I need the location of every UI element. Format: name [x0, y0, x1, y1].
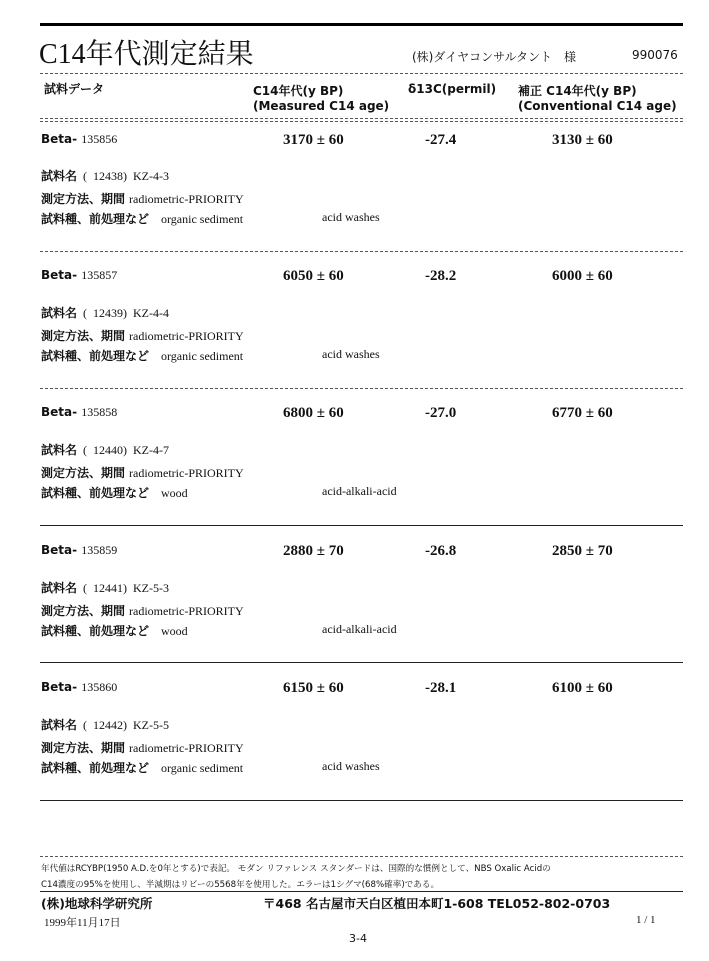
method-row: 測定方法、期間 radiometric-PRIORITY	[41, 604, 244, 618]
measured-age: 6150 ± 60	[283, 680, 344, 696]
sample-name-row: 試料名 ( 12440) KZ-4-7	[41, 443, 170, 457]
report-date: 1999年11月17日	[44, 917, 121, 929]
col-sample-data: 試料データ	[44, 82, 105, 96]
method-row: 測定方法、期間 radiometric-PRIORITY	[41, 466, 244, 480]
d13c-value: -26.8	[425, 543, 457, 559]
measured-age: 2880 ± 70	[283, 543, 344, 559]
pretreatment: acid-alkali-acid	[322, 484, 397, 498]
column-header-rule	[40, 118, 683, 119]
material-row: 試料種、前処理など wood	[41, 486, 188, 500]
organization-address: 〒468 名古屋市天白区植田本町1-608 TEL052-802-0703	[263, 896, 611, 911]
client-name: (株)ダイヤコンサルタント 様	[412, 50, 577, 64]
organization-name: (株)地球科学研究所	[41, 896, 153, 911]
beta-label: Beta- 135859	[41, 543, 118, 557]
conventional-age: 6770 ± 60	[552, 405, 613, 421]
sample-separator	[40, 251, 683, 252]
sample-separator	[40, 800, 683, 801]
material-row: 試料種、前処理など organic sediment	[41, 212, 244, 226]
pretreatment: acid washes	[322, 759, 380, 773]
col-c14-age-sub: (Measured C14 age)	[253, 99, 390, 113]
material-row: 試料種、前処理など wood	[41, 624, 188, 638]
col-conventional-age: 補正 C14年代(y BP)	[518, 84, 637, 98]
page-number: 3-4	[349, 932, 367, 945]
d13c-value: -28.1	[425, 680, 457, 696]
pretreatment: acid-alkali-acid	[322, 622, 397, 636]
sample-separator	[40, 662, 683, 663]
sample-name-row: 試料名 ( 12441) KZ-5-3	[41, 581, 170, 595]
col-conventional-age-sub: (Conventional C14 age)	[518, 99, 677, 113]
footer-top-rule	[40, 856, 683, 857]
footer-org-rule	[40, 891, 683, 892]
top-rule	[40, 23, 683, 26]
col-d13c: δ13C(permil)	[408, 82, 497, 96]
sample-separator	[40, 388, 683, 389]
column-header-rule-2	[40, 121, 683, 122]
method-row: 測定方法、期間 radiometric-PRIORITY	[41, 741, 244, 755]
conventional-age: 2850 ± 70	[552, 543, 613, 559]
beta-label: Beta- 135860	[41, 680, 118, 694]
method-row: 測定方法、期間 radiometric-PRIORITY	[41, 192, 244, 206]
measured-age: 3170 ± 60	[283, 132, 344, 148]
col-c14-age: C14年代(y BP)	[253, 84, 344, 98]
material-row: 試料種、前処理など organic sediment	[41, 761, 244, 775]
page-title: C14年代測定結果	[39, 39, 254, 70]
beta-label: Beta- 135858	[41, 405, 118, 419]
conventional-age: 6000 ± 60	[552, 268, 613, 284]
sample-name-row: 試料名 ( 12442) KZ-5-5	[41, 718, 170, 732]
method-row: 測定方法、期間 radiometric-PRIORITY	[41, 329, 244, 343]
document-number: 990076	[632, 48, 678, 62]
measured-age: 6050 ± 60	[283, 268, 344, 284]
d13c-value: -28.2	[425, 268, 457, 284]
footer-note-line-2: C14濃度の95%を使用し、半減期はリビーの5568年を使用した。エラーは1シグマ(68%確率)である。	[41, 880, 440, 890]
material-row: 試料種、前処理など organic sediment	[41, 349, 244, 363]
conventional-age: 6100 ± 60	[552, 680, 613, 696]
footer-note-line-1: 年代値はRCYBP(1950 A.D.を0年とする)で表記。 モダン リファレンス スタンダードは、国際的な慣例として、NBS Oxalic Acidの	[41, 864, 551, 874]
beta-label: Beta- 135856	[41, 132, 118, 146]
d13c-value: -27.0	[425, 405, 457, 421]
page-of: 1 / 1	[636, 914, 656, 926]
d13c-value: -27.4	[425, 132, 457, 148]
pretreatment: acid washes	[322, 347, 380, 361]
sample-name-row: 試料名 ( 12439) KZ-4-4	[41, 306, 170, 320]
sample-name-row: 試料名 ( 12438) KZ-4-3	[41, 169, 170, 183]
pretreatment: acid washes	[322, 210, 380, 224]
measured-age: 6800 ± 60	[283, 405, 344, 421]
conventional-age: 3130 ± 60	[552, 132, 613, 148]
header-rule	[40, 73, 683, 74]
beta-label: Beta- 135857	[41, 268, 118, 282]
sample-separator	[40, 525, 683, 526]
